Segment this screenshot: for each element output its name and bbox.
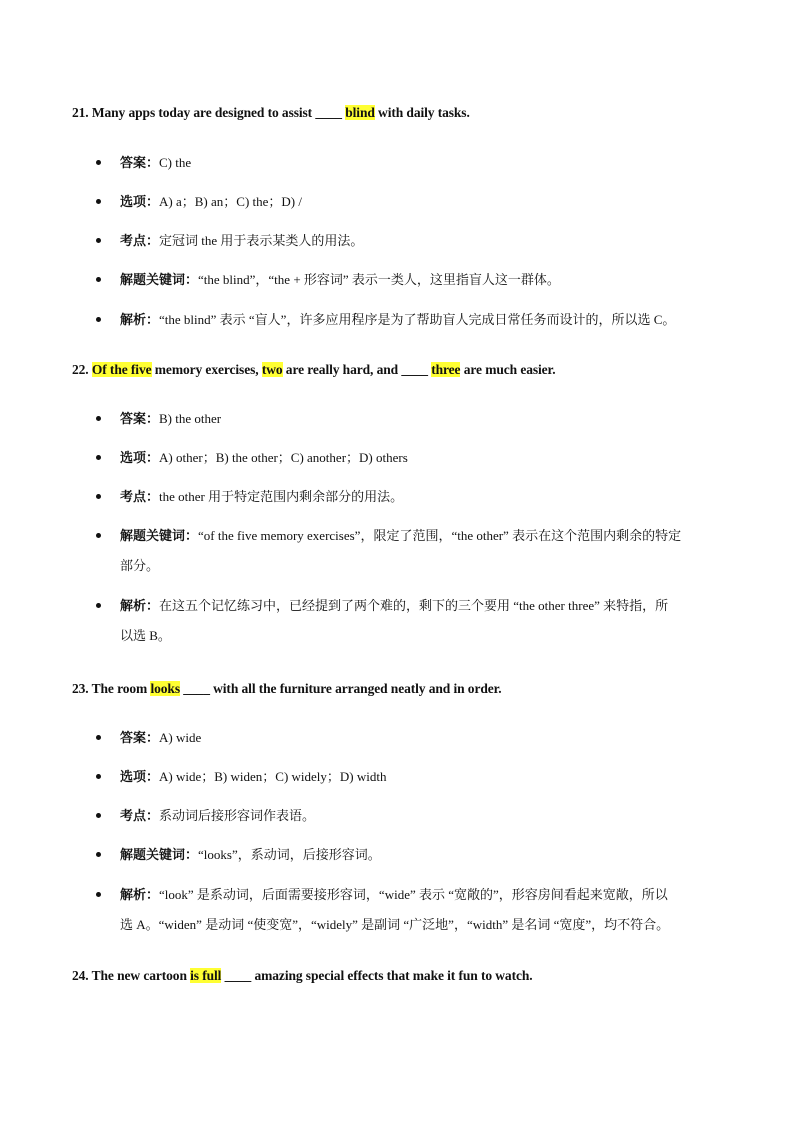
analysis-value-continued: 以选 B。	[120, 628, 171, 643]
point-value: the other 用于特定范围内剩余部分的用法。	[159, 489, 404, 504]
options-item	[96, 762, 724, 792]
point-item	[96, 226, 724, 256]
highlighted-text: three	[431, 362, 461, 377]
question-text: The new cartoon	[88, 968, 191, 983]
point-value: 定冠词 the 用于表示某类人的用法。	[159, 233, 364, 248]
point-label: 考点：	[120, 808, 160, 823]
options-label: 选项：	[120, 769, 160, 784]
options-value: A) other；B) the other；C) another；D) others	[159, 450, 408, 465]
options-value: A) wide；B) widen；C) widely；D) width	[159, 769, 387, 784]
answer-label: 答案：	[120, 730, 160, 745]
question-number: 23.	[72, 681, 89, 696]
answer-label: 答案：	[120, 411, 160, 426]
keyword-label: 解题关键词：	[120, 528, 199, 543]
question-number: 21.	[72, 105, 89, 120]
question-number: 22.	[72, 362, 89, 377]
options-label: 选项：	[120, 194, 160, 209]
question-23	[72, 680, 732, 698]
point-label: 考点：	[120, 233, 160, 248]
answer-label: 答案：	[120, 155, 160, 170]
answer-value: A) wide	[159, 730, 202, 745]
keyword-value: “looks”，系动词，后接形容词。	[198, 847, 381, 862]
point-label: 考点：	[120, 489, 160, 504]
analysis-value: 在这五个记忆练习中，已经提到了两个难的，剩下的三个要用 “the other three” 来特指，所	[159, 598, 669, 613]
question-22	[72, 361, 732, 379]
keyword-label: 解题关键词：	[120, 847, 199, 862]
analysis-label: 解析：	[120, 598, 160, 613]
analysis-value: “look” 是系动词，后面需要接形容词，“wide” 表示 “宽敞的”，形容房间看起来宽敞，所以	[159, 887, 668, 902]
analysis-item	[96, 591, 724, 651]
options-label: 选项：	[120, 450, 160, 465]
analysis-item	[96, 305, 724, 335]
highlighted-text: is full	[190, 968, 222, 983]
answer-item	[96, 723, 724, 753]
point-item	[96, 482, 724, 512]
options-item	[96, 443, 724, 473]
keyword-item	[96, 840, 724, 870]
question-text: are much easier.	[460, 362, 556, 377]
question-text: memory exercises,	[151, 362, 262, 377]
question-21	[72, 104, 732, 122]
highlighted-text: blind	[345, 105, 375, 120]
analysis-value: “the blind” 表示 “盲人”，许多应用程序是为了帮助盲人完成日常任务而设计的，所以选 C。	[159, 312, 676, 327]
question-24	[72, 967, 732, 985]
keyword-value-continued: 部分。	[120, 558, 160, 573]
answer-item	[96, 148, 724, 178]
question-text: ____ amazing special effects that make it fun to watch.	[221, 968, 533, 983]
point-value: 系动词后接形容词作表语。	[159, 808, 316, 823]
question-text: Many apps today are designed to assist ____	[88, 105, 346, 120]
analysis-label: 解析：	[120, 887, 160, 902]
point-item	[96, 801, 724, 831]
keyword-value: “of the five memory exercises”，限定了范围，“the other” 表示在这个范围内剩余的特定	[198, 528, 682, 543]
question-text: The room	[88, 681, 151, 696]
keyword-label: 解题关键词：	[120, 272, 199, 287]
keyword-item	[96, 265, 724, 295]
highlighted-text: Of the five	[91, 362, 152, 377]
answer-value: B) the other	[159, 411, 222, 426]
options-value: A) a；B) an；C) the；D) /	[159, 194, 302, 209]
answer-item	[96, 404, 724, 434]
highlighted-text: looks	[150, 681, 180, 696]
answer-value: C) the	[159, 155, 192, 170]
highlighted-text: two	[261, 362, 283, 377]
question-text: ____ with all the furniture arranged neatly and in order.	[179, 681, 502, 696]
analysis-label: 解析：	[120, 312, 160, 327]
question-text: with daily tasks.	[374, 105, 470, 120]
options-item	[96, 187, 724, 217]
analysis-value-continued: 选 A。“widen” 是动词 “使变宽”，“widely” 是副词 “广泛地”，“width” 是名词 “宽度”，均不符合。	[120, 917, 670, 932]
question-number: 24.	[72, 968, 89, 983]
keyword-value: “the blind”，“the + 形容词” 表示一类人，这里指盲人这一群体。	[198, 272, 560, 287]
keyword-item	[96, 521, 724, 581]
analysis-item	[96, 880, 724, 940]
question-text: are really hard, and ____	[282, 362, 432, 377]
